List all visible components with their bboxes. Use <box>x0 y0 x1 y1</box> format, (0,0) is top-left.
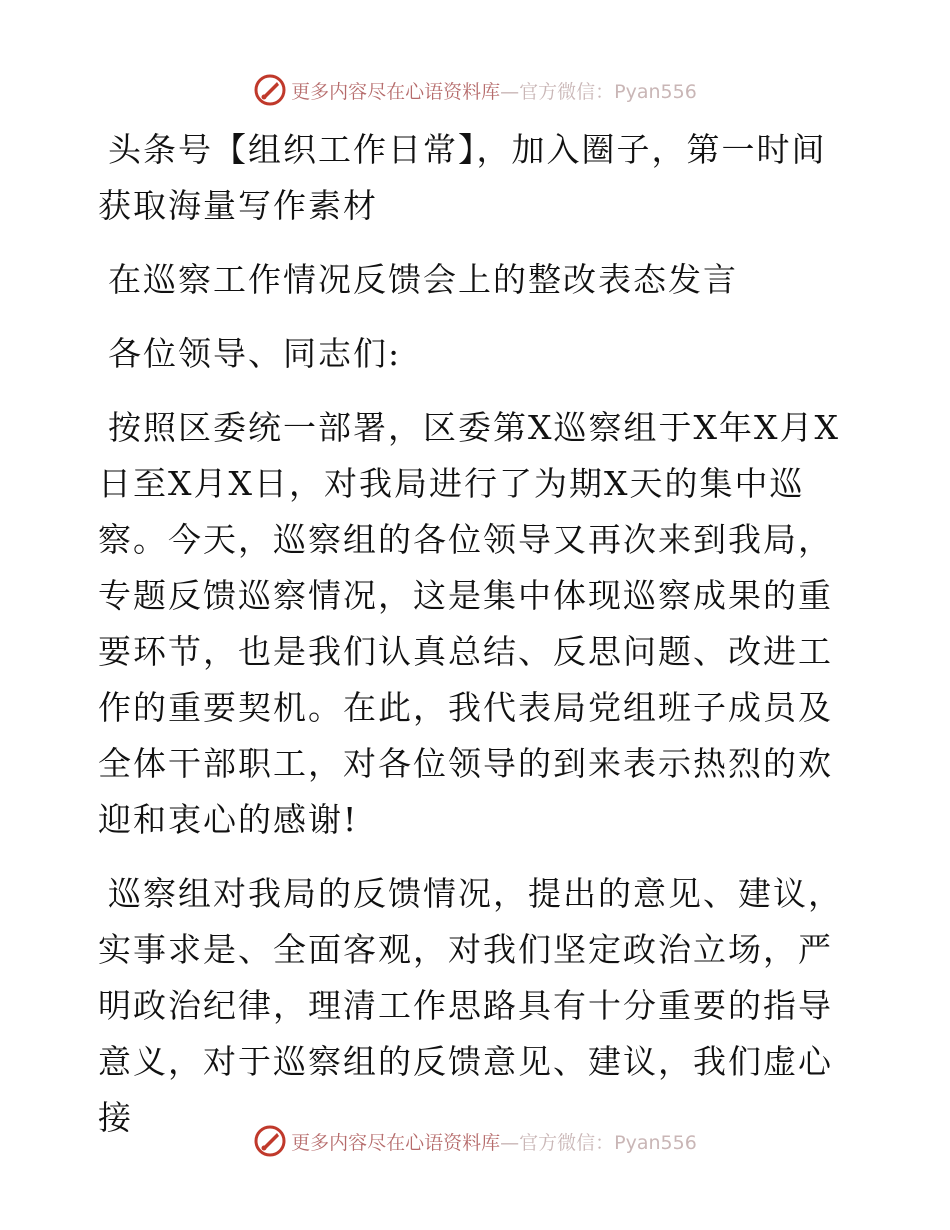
document-body <box>98 122 858 1146</box>
watermark-text: 更多内容尽在心语资料库—官方微信：Pyan556 <box>291 80 697 103</box>
watermark-header <box>0 70 950 110</box>
intro-line: 头条号【组织工作日常】，加入圈子，第一时间获取海量写作素材 <box>98 130 827 225</box>
salutation: 各位领导、同志们: <box>108 334 402 373</box>
quill-logo-icon <box>253 1124 287 1158</box>
watermark-text: 更多内容尽在心语资料库—官方微信：Pyan556 <box>291 1131 697 1154</box>
watermark-footer <box>0 1121 950 1161</box>
quill-logo-icon <box>253 73 287 107</box>
paragraph-2: 巡察组对我局的反馈情况，提出的意见、建议，实事求是、全面客观，对我们坚定政治立场，严明政治纪律，理清工作思路具有十分重要的指导意义，对于巡察组的反馈意见、建议，我们虚心接 <box>98 874 843 1137</box>
paragraph-1: 按照区委统一部署，区委第X巡察组于X年X月X日至X月X日，对我局进行了为期X天的集中巡察。今天，巡察组的各位领导又再次来到我局，专题反馈巡察情况，这是集中体现巡察成果的重要环节，也是我们认真总结、反思问题、改进工作的重要契机。在此，我代表局党组班子成员及全体干部职工，对各位领导的到来表示热烈的欢迎和衷心的感谢! <box>98 408 840 839</box>
document-title: 在巡察工作情况反馈会上的整改表态发言 <box>108 260 738 299</box>
